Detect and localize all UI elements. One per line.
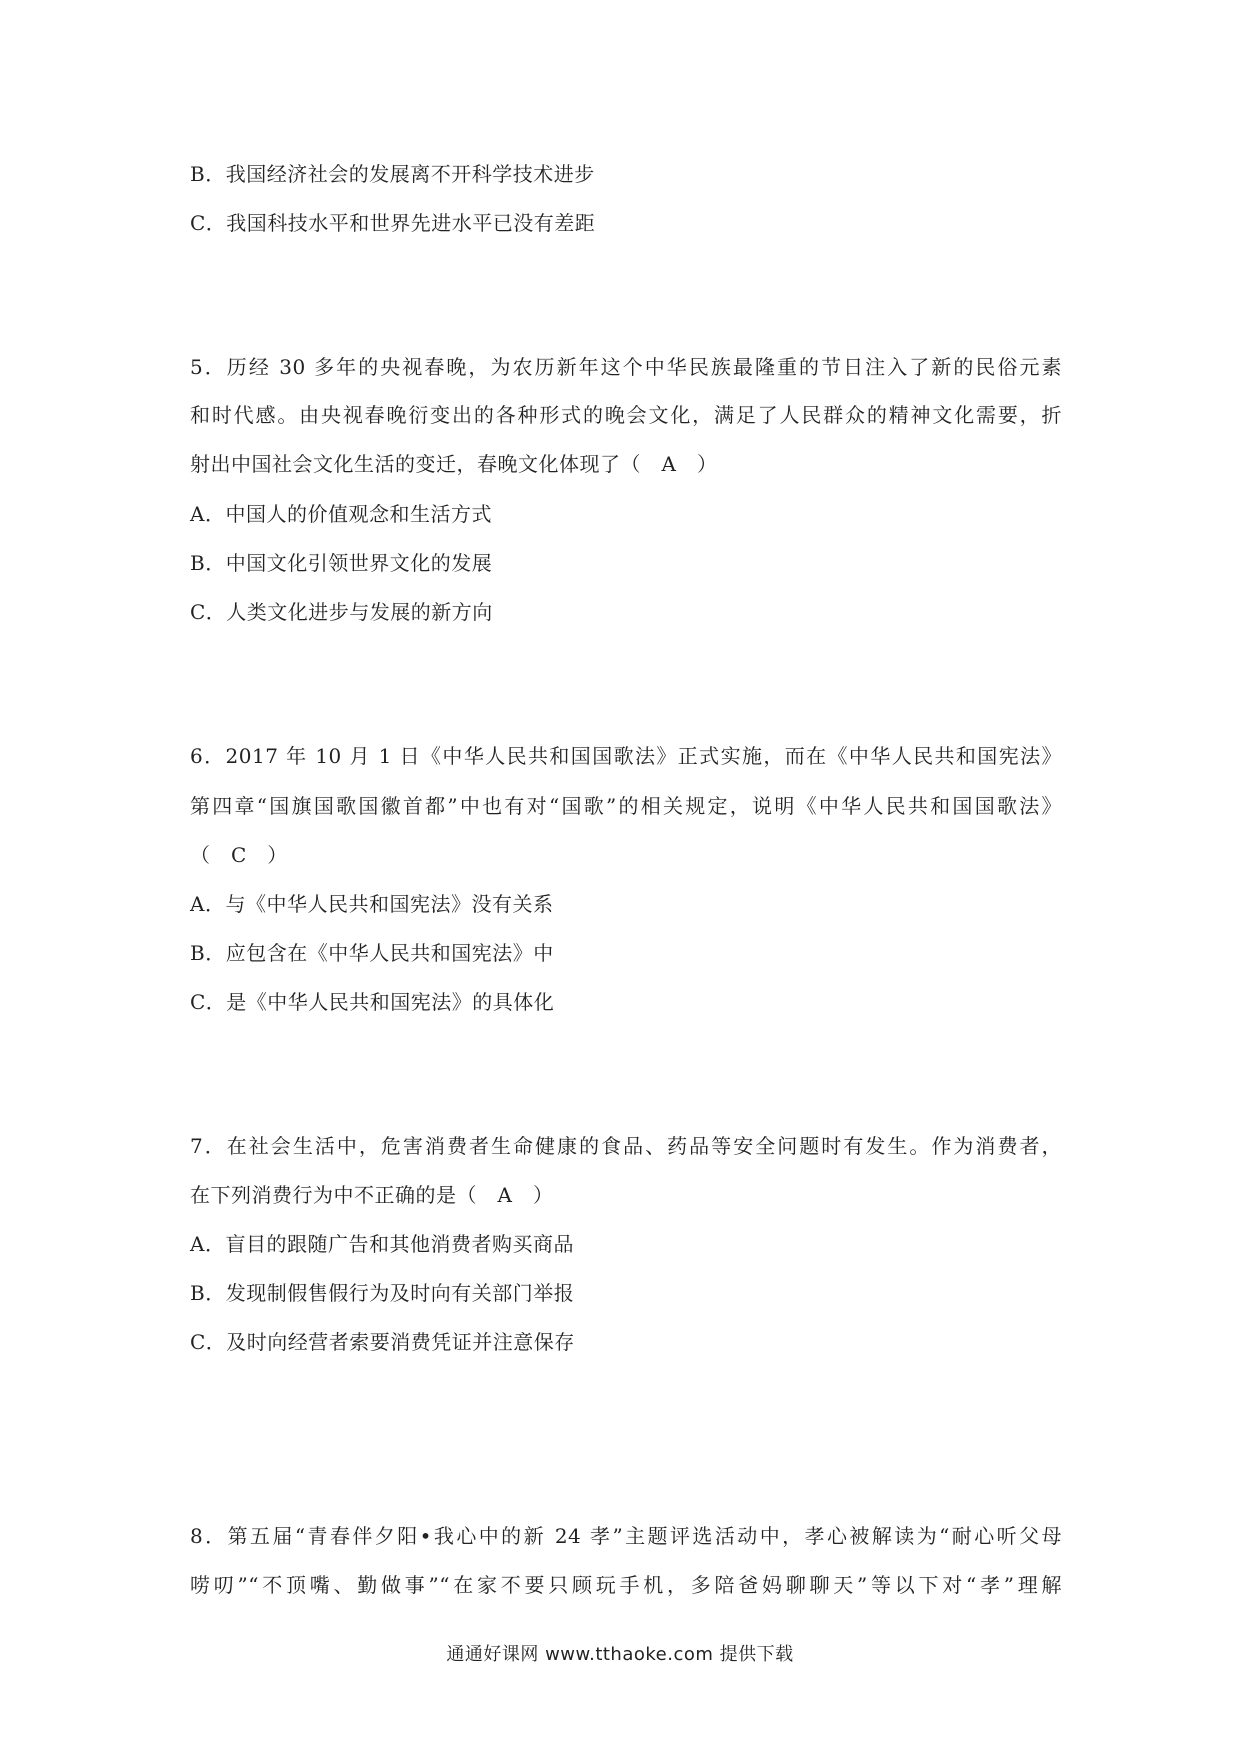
- q5-option-a: A．中国人的价值观念和生活方式: [190, 502, 492, 526]
- q4-option-c: C．我国科技水平和世界先进水平已没有差距: [190, 211, 596, 235]
- q4-option-b: B．我国经济社会的发展离不开科学技术进步: [190, 162, 595, 186]
- q5-option-b: B．中国文化引领世界文化的发展: [190, 551, 493, 575]
- q7-option-b: B．发现制假售假行为及时向有关部门举报: [190, 1281, 575, 1305]
- q7-stem-line-1: 7．在社会生活中，危害消费者生命健康的食品、药品等安全问题时有发生。作为消费者，: [190, 1134, 1062, 1158]
- q5-stem-line-2: 和时代感。由央视春晚衍变出的各种形式的晚会文化，满足了人民群众的精神文化需要，折: [190, 403, 1062, 427]
- page-footer: 通通好课网 www.tthaoke.com 提供下载: [446, 1644, 794, 1665]
- q5-option-c: C．人类文化进步与发展的新方向: [190, 600, 493, 624]
- q6-option-c: C．是《中华人民共和国宪法》的具体化: [190, 990, 555, 1014]
- q5-stem-line-1: 5．历经 30 多年的央视春晚，为农历新年这个中华民族最隆重的节日注入了新的民俗元素: [190, 355, 1062, 379]
- q8-stem-line-2: 唠叨”“不顶嘴、勤做事”“在家不要只顾玩手机，多陪爸妈聊聊天”等以下对“孝”理解: [190, 1573, 1062, 1597]
- q6-option-b: B．应包含在《中华人民共和国宪法》中: [190, 941, 554, 965]
- q6-stem-line-3: （ C ）: [190, 843, 288, 867]
- q6-stem-line-1: 6．2017 年 10 月 1 日《中华人民共和国国歌法》正式实施，而在《中华人民共和国宪法》: [190, 744, 1062, 768]
- q8-stem-line-1: 8．第五届“青春伴夕阳•我心中的新 24 孝”主题评选活动中，孝心被解读为“耐心听父母: [190, 1524, 1062, 1548]
- q7-option-a: A．盲目的跟随广告和其他消费者购买商品: [190, 1232, 574, 1256]
- q6-stem-line-2: 第四章“国旗国歌国徽首都”中也有对“国歌”的相关规定，说明《中华人民共和国国歌法》: [190, 794, 1062, 818]
- q6-option-a: A．与《中华人民共和国宪法》没有关系: [190, 892, 554, 916]
- q7-stem-line-2: 在下列消费行为中不正确的是（ A ）: [190, 1183, 554, 1207]
- q5-stem-line-3: 射出中国社会文化生活的变迁，春晚文化体现了（ A ）: [190, 452, 718, 476]
- q7-option-c: C．及时向经营者索要消费凭证并注意保存: [190, 1330, 575, 1354]
